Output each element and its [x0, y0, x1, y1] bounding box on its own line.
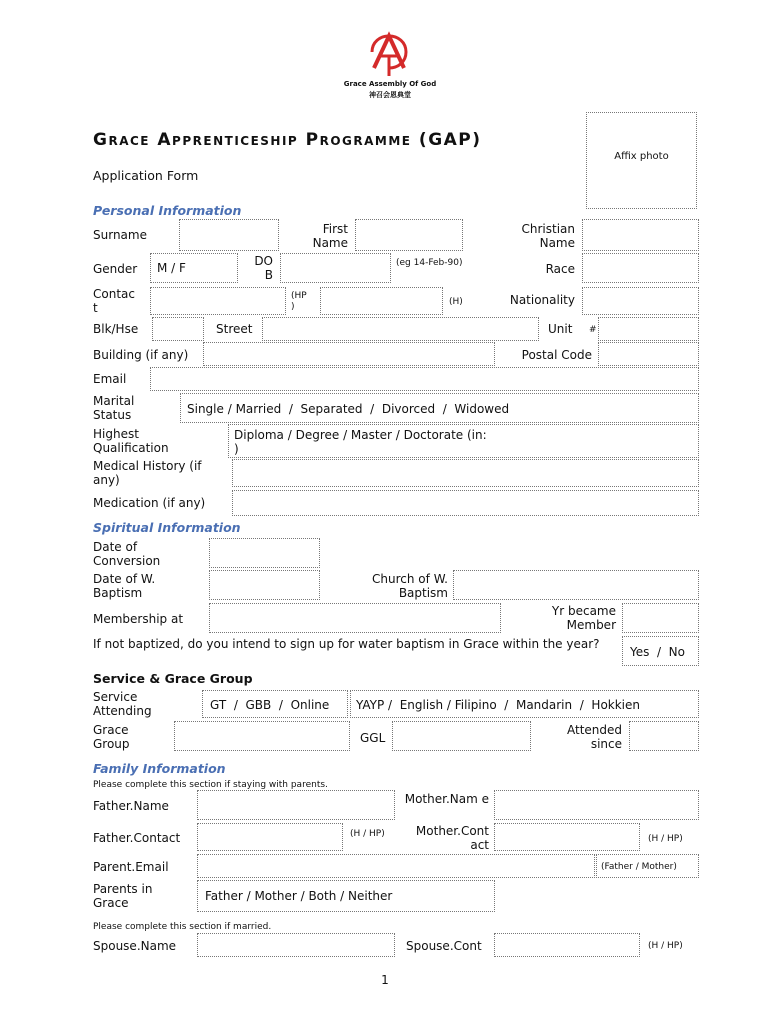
note-parents: Please complete this section if staying with parents. — [93, 780, 328, 790]
nationality-label: Nationality — [509, 293, 575, 307]
photo-box[interactable] — [586, 112, 697, 209]
christian-name-label: Christian Name — [521, 222, 575, 250]
spouse-contact-hint: (H / HP) — [648, 941, 683, 951]
father-contact-hint: (H / HP) — [350, 829, 385, 839]
service-field-2[interactable] — [350, 690, 699, 718]
first-name-field[interactable] — [355, 219, 463, 251]
church-field[interactable] — [453, 570, 699, 600]
street-field[interactable] — [262, 317, 539, 341]
dob-field[interactable] — [280, 253, 391, 283]
mother-name-field[interactable] — [494, 790, 699, 820]
baptism-field[interactable] — [209, 570, 320, 600]
qualification-options: Diploma / Degree / Master / Doctorate (in: ) — [234, 428, 487, 456]
marital-field[interactable] — [180, 393, 699, 423]
gender-field[interactable] — [150, 253, 238, 283]
spouse-name-field[interactable] — [197, 933, 395, 957]
logo-name: Grace Assembly Of God — [343, 80, 437, 88]
dob-hint: (eg 14-Feb-90) — [396, 258, 463, 268]
unit-label: Unit — [548, 322, 573, 336]
parent-email-hint-box[interactable] — [596, 854, 699, 878]
christian-name-field[interactable] — [582, 219, 699, 251]
parent-email-hint: (Father / Mother) — [601, 862, 677, 872]
note-married: Please complete this section if married. — [93, 922, 272, 932]
email-label: Email — [93, 372, 127, 386]
conversion-label: Date of Conversion — [93, 540, 161, 568]
parent-email-field[interactable] — [197, 854, 595, 878]
photo-box-label: Affix photo — [614, 151, 669, 162]
race-field[interactable] — [582, 253, 699, 283]
baptism-label: Date of W. Baptism — [93, 572, 156, 600]
attended-since-label: Attended since — [566, 723, 622, 751]
marital-label: Marital Status — [93, 394, 135, 422]
grace-group-label: Grace Group — [93, 723, 130, 751]
spiritual-heading: Spiritual Information — [93, 520, 241, 535]
mother-contact-hint: (H / HP) — [648, 834, 683, 844]
surname-label: Surname — [93, 228, 147, 242]
conversion-field[interactable] — [209, 538, 320, 568]
logo — [360, 30, 420, 80]
surname-field[interactable] — [179, 219, 279, 251]
parent-email-label: Parent.Email — [93, 860, 169, 874]
service-options-2: YAYP / English / Filipino / Mandarin / Hokkien — [356, 698, 641, 712]
qualification-field[interactable] — [228, 424, 699, 458]
service-options-1: GT / GBB / Online — [210, 698, 330, 712]
nationality-field[interactable] — [582, 287, 699, 315]
contact-hp-field[interactable] — [150, 287, 286, 315]
blk-field[interactable] — [152, 317, 204, 341]
h-hint: (H) — [449, 297, 463, 307]
unit-hash: # — [589, 325, 597, 335]
unit-field[interactable] — [598, 317, 699, 341]
building-field[interactable] — [203, 342, 495, 366]
service-field-1[interactable] — [202, 690, 348, 718]
form-title: Application Form — [93, 168, 199, 183]
father-contact-field[interactable] — [197, 823, 343, 851]
race-label: Race — [545, 262, 575, 276]
contact-label: Contac t — [93, 287, 135, 315]
personal-heading: Personal Information — [93, 203, 242, 218]
father-contact-label: Father.Contact — [93, 831, 181, 845]
medical-history-field[interactable] — [232, 459, 699, 487]
logo-chinese: 神召会恩典堂 — [369, 91, 411, 99]
service-attending-label: Service Attending — [93, 690, 152, 718]
qualification-label: Highest Qualification — [93, 427, 169, 455]
ggl-field[interactable] — [392, 721, 531, 751]
service-heading: Service & Grace Group — [93, 671, 253, 686]
membership-label: Membership at — [93, 612, 184, 626]
spouse-name-label: Spouse.Name — [93, 939, 177, 953]
hp-hint: (HP ) — [291, 291, 307, 312]
spouse-contact-label: Spouse.Cont — [406, 939, 482, 953]
father-name-label: Father.Name — [93, 799, 169, 813]
mother-contact-label: Mother.Cont act — [415, 824, 489, 852]
parents-options: Father / Mother / Both / Neither — [205, 889, 393, 903]
street-label: Street — [216, 322, 253, 336]
family-heading: Family Information — [93, 761, 226, 776]
email-field[interactable] — [150, 367, 699, 391]
membership-field[interactable] — [209, 603, 501, 633]
mother-name-label: Mother.Nam e — [404, 792, 489, 806]
baptism-question: If not baptized, do you intend to sign up for water baptism in Grace within the year? — [93, 637, 600, 651]
page-number: 1 — [381, 973, 389, 987]
postal-label: Postal Code — [521, 348, 592, 362]
church-label: Church of W. Baptism — [372, 572, 448, 600]
contact-h-field[interactable] — [320, 287, 443, 315]
mother-contact-field[interactable] — [494, 823, 640, 851]
spouse-contact-field[interactable] — [494, 933, 640, 957]
attended-since-field[interactable] — [629, 721, 699, 751]
yes-no-field[interactable] — [622, 636, 699, 666]
yr-member-field[interactable] — [622, 603, 699, 633]
parents-in-grace-label: Parents in Grace — [93, 882, 153, 910]
medical-history-label: Medical History (if any) — [93, 459, 202, 487]
postal-field[interactable] — [598, 342, 699, 366]
blk-label: Blk/Hse — [93, 322, 139, 336]
grace-group-field[interactable] — [174, 721, 350, 751]
father-name-field[interactable] — [197, 790, 395, 820]
page-title: Grace Apprenticeship Programme (GAP) — [93, 130, 482, 150]
medication-label: Medication (if any) — [93, 496, 206, 510]
building-label: Building (if any) — [93, 348, 189, 362]
ggl-label: GGL — [360, 731, 386, 745]
first-name-label: First Name — [312, 222, 348, 250]
dob-label: DO B — [254, 254, 273, 282]
marital-options: Single / Married / Separated / Divorced / Widowed — [187, 402, 510, 416]
medication-field[interactable] — [232, 490, 699, 516]
yes-no-options: Yes / No — [630, 645, 685, 659]
parents-in-grace-field[interactable] — [197, 880, 495, 912]
gender-options: M / F — [157, 261, 186, 275]
yr-member-label: Yr became Member — [551, 604, 616, 632]
gender-label: Gender — [93, 262, 138, 276]
